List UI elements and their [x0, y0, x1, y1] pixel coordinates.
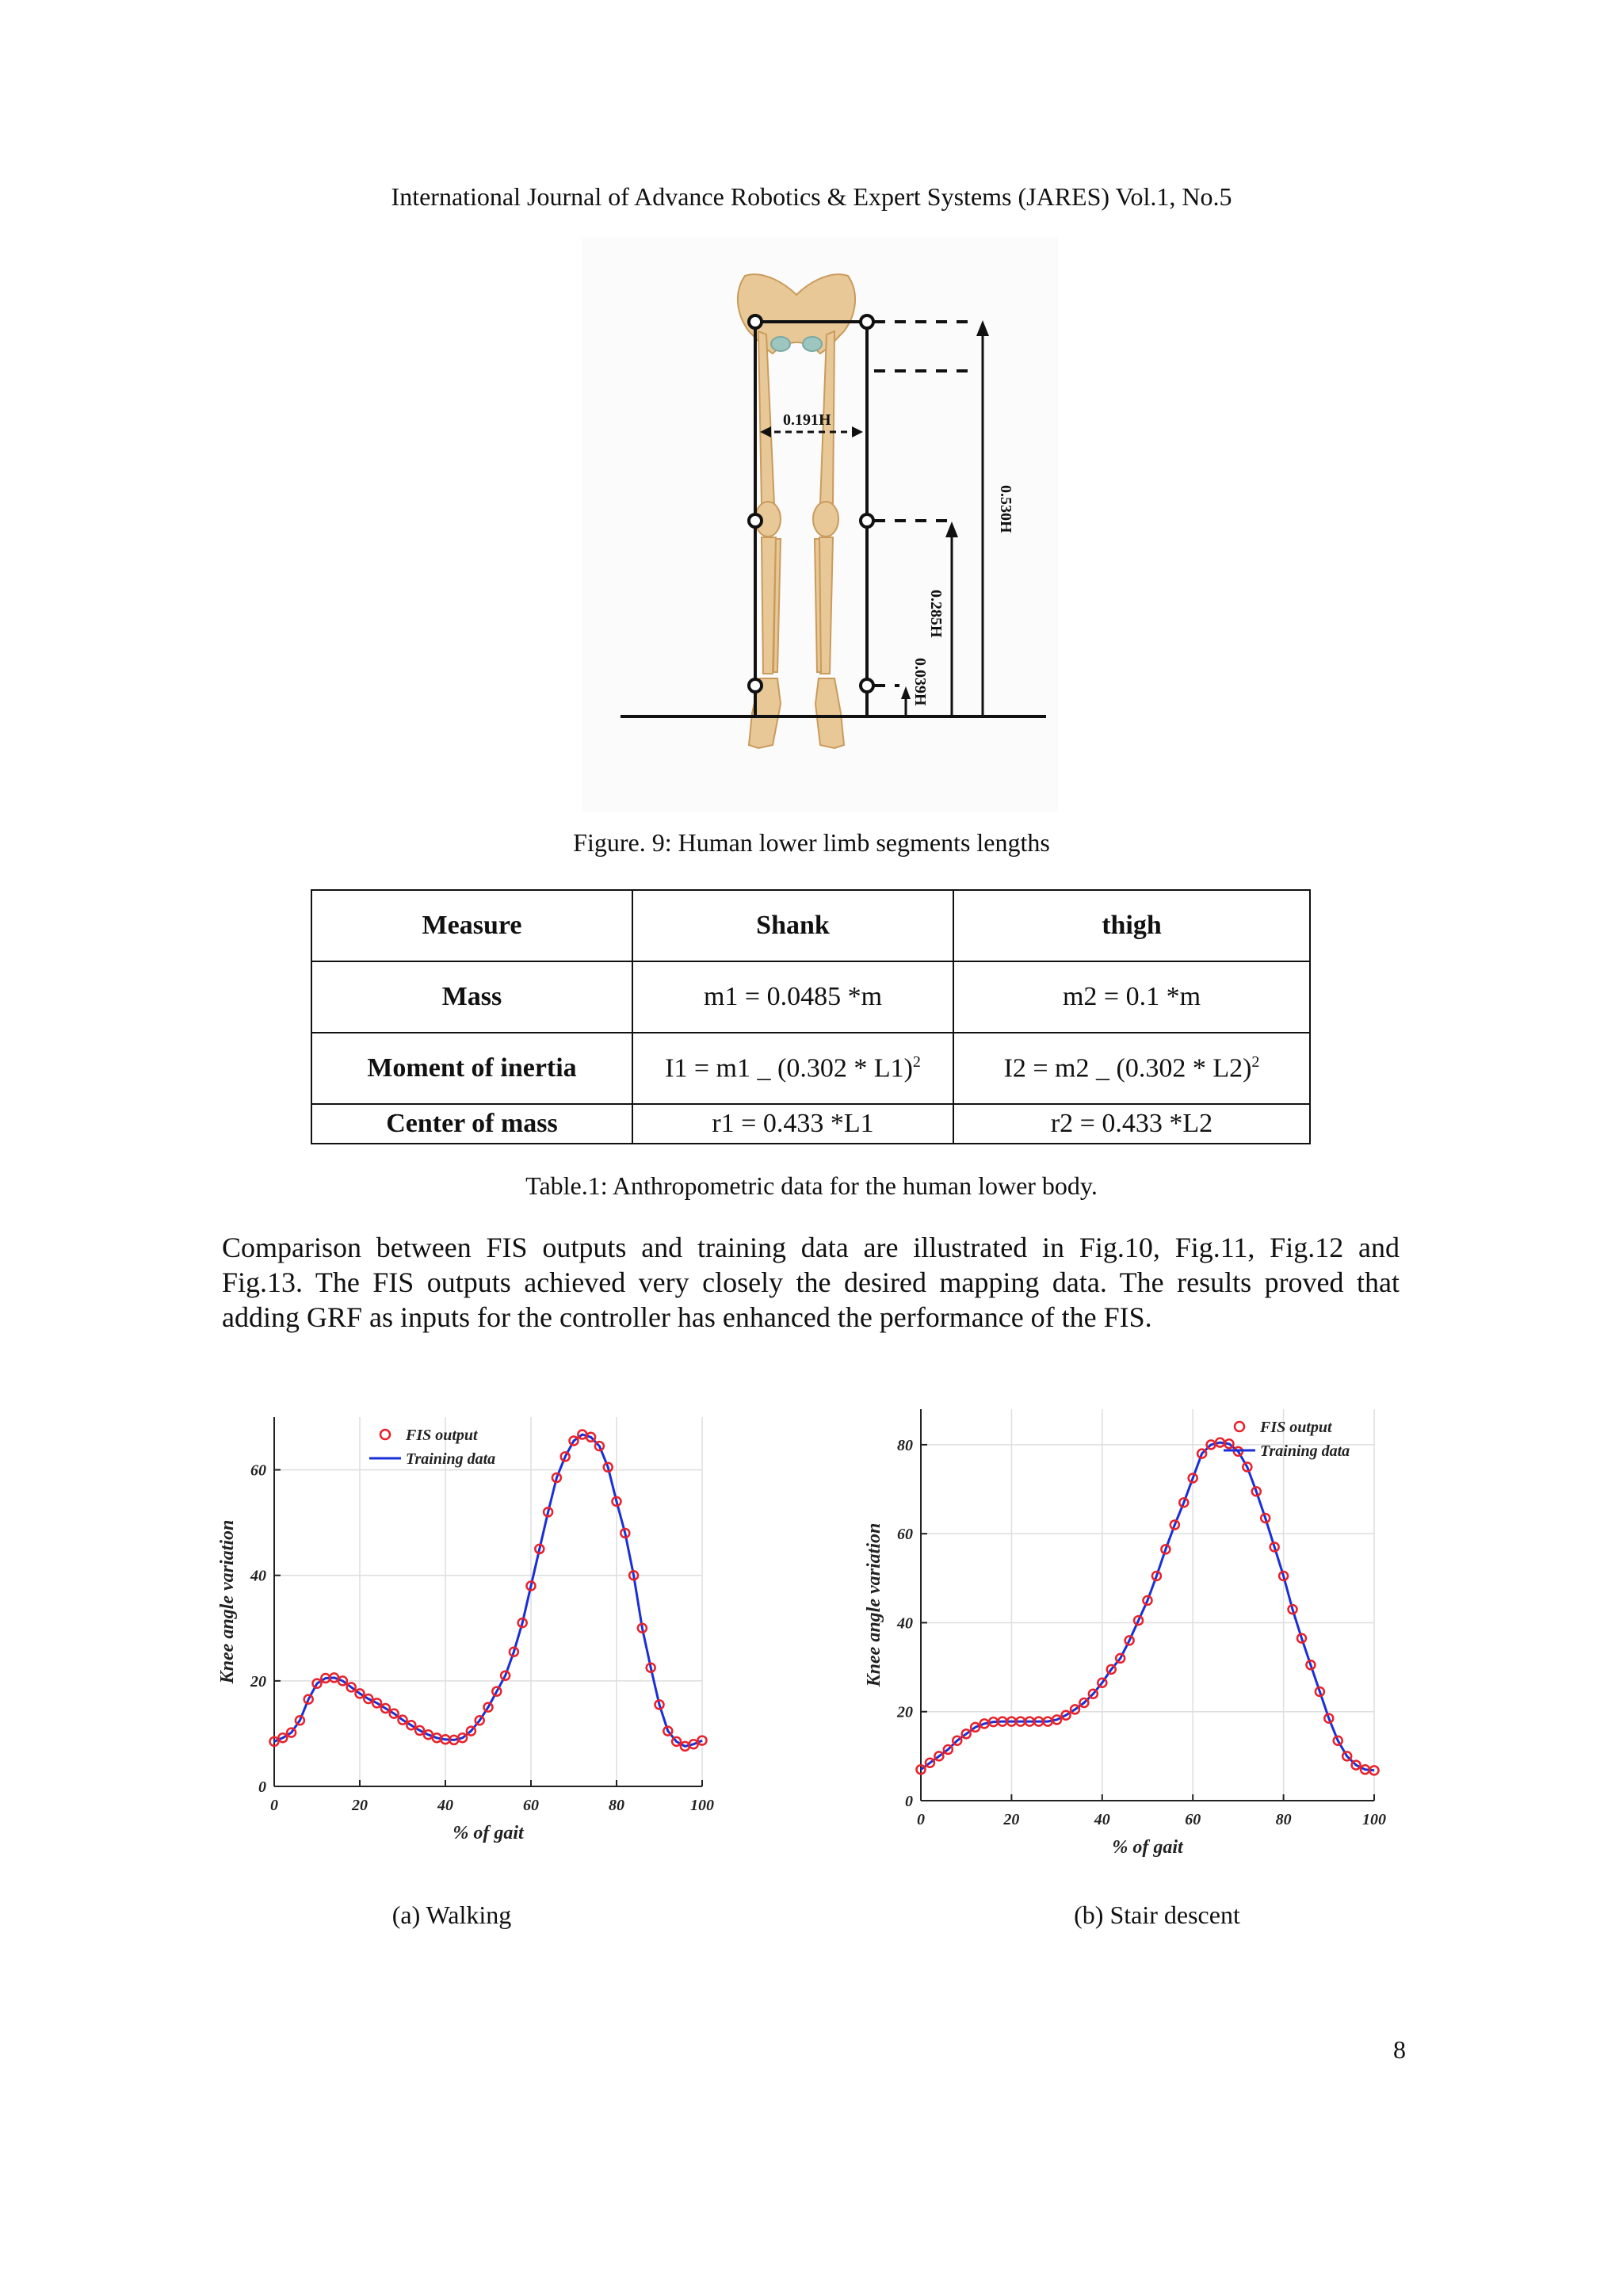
table-row	[311, 1104, 1310, 1144]
page-number: 8	[1393, 2035, 1406, 2064]
legend-label: FIS output	[406, 1427, 478, 1444]
exponent: 2	[912, 1052, 921, 1071]
x-tick-label: 40	[437, 1797, 453, 1814]
x-axis-label: % of gait	[1112, 1837, 1183, 1858]
x-tick-label: 20	[1003, 1811, 1020, 1828]
legend-label: Training data	[1260, 1442, 1350, 1460]
y-tick-label: 0	[258, 1778, 266, 1796]
hip-height-label: 0.530H	[997, 485, 1014, 533]
legend-label: FIS output	[1260, 1419, 1332, 1436]
formula-text: I1 = m1 _ (0.302 * L1)	[665, 1053, 913, 1083]
table-cell	[632, 1033, 953, 1104]
formula-text: I2 = m2 _ (0.302 * L2)	[1003, 1053, 1252, 1083]
x-tick-label: 60	[1185, 1811, 1201, 1828]
paragraph-line: Comparison between FIS outputs and training data are illustrated in Fig.10, Fig.11, Fig.12 and	[222, 1232, 1400, 1263]
x-tick-label: 60	[523, 1797, 539, 1814]
stair-descent-caption: (b) Stair descent	[1074, 1901, 1240, 1929]
x-tick-label: 100	[690, 1797, 714, 1814]
body-paragraph	[222, 1230, 1400, 1335]
table-caption: Table.1: Anthropometric data for the human lower body.	[525, 1171, 1098, 1200]
y-tick-label: 80	[897, 1436, 913, 1454]
y-tick-label: 0	[905, 1793, 913, 1810]
walking-chart	[214, 1411, 721, 1870]
table-cell: m1 = 0.0485 *m	[632, 961, 953, 1033]
lower-limb-figure	[582, 238, 1058, 812]
x-tick-label: 0	[917, 1811, 925, 1828]
width-label: 0.191H	[783, 411, 831, 429]
table-header-row	[311, 890, 1310, 961]
walking-caption: (a) Walking	[391, 1901, 512, 1929]
table-cell: m2 = 0.1 *m	[953, 961, 1310, 1033]
table-header: Measure	[311, 890, 632, 961]
knee-height-label: 0.285H	[927, 590, 945, 638]
table-cell: Center of mass	[311, 1104, 632, 1144]
table-header: Shank	[632, 890, 953, 961]
x-axis-label: % of gait	[453, 1823, 524, 1843]
table-cell: Moment of inertia	[311, 1033, 632, 1104]
table-cell: Mass	[311, 961, 632, 1033]
table-cell: r2 = 0.433 *L2	[953, 1104, 1310, 1144]
y-tick-label: 60	[897, 1526, 913, 1544]
x-tick-label: 0	[270, 1797, 278, 1814]
y-axis-label: Knee angle variation	[217, 1519, 238, 1684]
y-tick-label: 40	[897, 1614, 913, 1633]
y-tick-label: 40	[250, 1567, 266, 1585]
figure-caption: Figure. 9: Human lower limb segments lengths	[573, 828, 1050, 857]
table-row	[311, 961, 1310, 1033]
running-header: International Journal of Advance Robotics & Expert Systems (JARES) Vol.1, No.5	[391, 182, 1232, 211]
y-axis-label: Knee angle variation	[864, 1522, 884, 1687]
y-tick-label: 20	[250, 1672, 266, 1690]
table-row	[311, 1033, 1310, 1104]
x-tick-label: 80	[609, 1797, 624, 1814]
x-tick-label: 40	[1094, 1811, 1110, 1828]
legend-label: Training data	[406, 1450, 496, 1468]
table-header: thigh	[953, 890, 1310, 961]
anthropometric-table	[311, 889, 1311, 1144]
x-tick-label: 100	[1362, 1811, 1386, 1828]
x-tick-label: 20	[352, 1797, 368, 1814]
paragraph-line: adding GRF as inputs for the controller has enhanced the performance of the FIS.	[222, 1301, 1152, 1333]
table-cell: r1 = 0.433 *L1	[632, 1104, 953, 1144]
paragraph-line: Fig.13. The FIS outputs achieved very closely the desired mapping data. The results proved that	[222, 1266, 1400, 1298]
exponent: 2	[1251, 1052, 1260, 1071]
x-tick-label: 80	[1275, 1811, 1292, 1828]
y-tick-label: 60	[250, 1461, 266, 1480]
y-tick-label: 20	[897, 1703, 913, 1721]
table-cell	[953, 1033, 1310, 1104]
stair-descent-chart	[859, 1403, 1398, 1870]
ankle-height-label: 0.039H	[911, 658, 929, 706]
